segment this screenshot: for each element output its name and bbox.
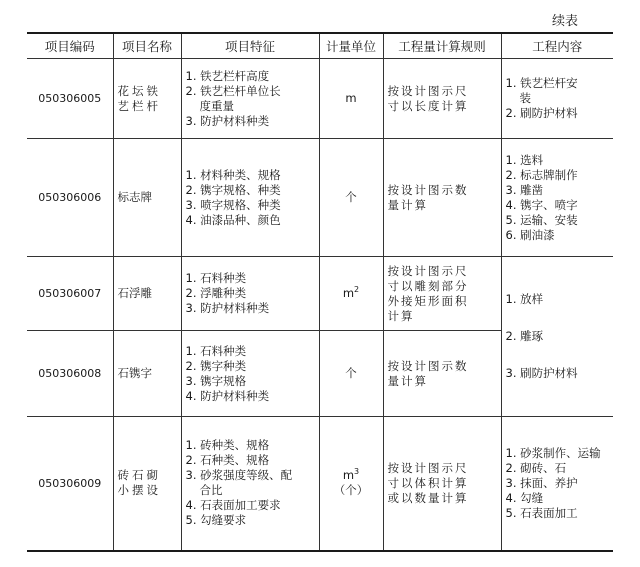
table-row [27, 417, 613, 551]
engineering-spec-table [27, 32, 613, 552]
item-works: 1. 砂浆制作、运输 2. 砌砖、石 3. 抹面、养护 4. 勾缝 5. 石表面加工 [501, 417, 613, 551]
item-name: 花坛铁 艺栏杆 [113, 59, 181, 139]
item-rule: 按设计图示尺 寸以雕刻部分 外接矩形面积 计算 [383, 257, 501, 331]
item-code: 050306008 [27, 331, 113, 417]
header-works: 工程内容 [501, 33, 613, 59]
item-name: 砖石砌 小摆设 [113, 417, 181, 551]
item-features: 1. 石料种类 2. 镌字种类 3. 镌字规格 4. 防护材料种类 [181, 331, 319, 417]
continued-label: 续表 [552, 14, 579, 29]
header-rule: 工程量计算规则 [383, 33, 501, 59]
header-name: 项目名称 [113, 33, 181, 59]
item-unit: 个 [319, 139, 383, 257]
table-row [27, 139, 613, 257]
item-unit: m [319, 59, 383, 139]
table-row [27, 59, 613, 139]
item-name: 标志牌 [113, 139, 181, 257]
item-unit: 个 [319, 331, 383, 417]
header-row [27, 33, 613, 59]
item-rule: 按设计图示尺 寸以长度计算 [383, 59, 501, 139]
item-unit: $m^3$ （个） [319, 417, 383, 551]
header-code: 项目编码 [27, 33, 113, 59]
item-features: 1. 砖种类、规格 2. 石种类、规格 3. 砂浆强度等级、配 合比 4. 石表面加工要求 5. 勾缝要求 [181, 417, 319, 551]
item-rule: 按设计图示数 量计算 [383, 139, 501, 257]
item-rule: 按设计图示数 量计算 [383, 331, 501, 417]
item-features: 1. 铁艺栏杆高度 2. 铁艺栏杆单位长 度重量 3. 防护材料种类 [181, 59, 319, 139]
header-features: 项目特征 [181, 33, 319, 59]
item-works-merged: 1. 放样 2. 雕琢 3. 刷防护材料 [501, 257, 613, 417]
item-works: 1. 铁艺栏杆安 装 2. 刷防护材料 [501, 59, 613, 139]
item-features: 1. 材料种类、规格 2. 镌字规格、种类 3. 喷字规格、种类 4. 油漆品种、颜色 [181, 139, 319, 257]
item-unit: $m^2$ [319, 257, 383, 331]
item-rule: 按设计图示尺 寸以体积计算 或以数量计算 [383, 417, 501, 551]
item-code: 050306007 [27, 257, 113, 331]
item-works: 1. 选料 2. 标志牌制作 3. 雕凿 4. 镌字、喷字 5. 运输、安装 6. 刷油漆 [501, 139, 613, 257]
item-code: 050306006 [27, 139, 113, 257]
table-row [27, 257, 613, 331]
item-code: 050306005 [27, 59, 113, 139]
item-features: 1. 石料种类 2. 浮雕种类 3. 防护材料种类 [181, 257, 319, 331]
item-name: 石浮雕 [113, 257, 181, 331]
item-code: 050306009 [27, 417, 113, 551]
header-unit: 计量单位 [319, 33, 383, 59]
item-name: 石镌字 [113, 331, 181, 417]
